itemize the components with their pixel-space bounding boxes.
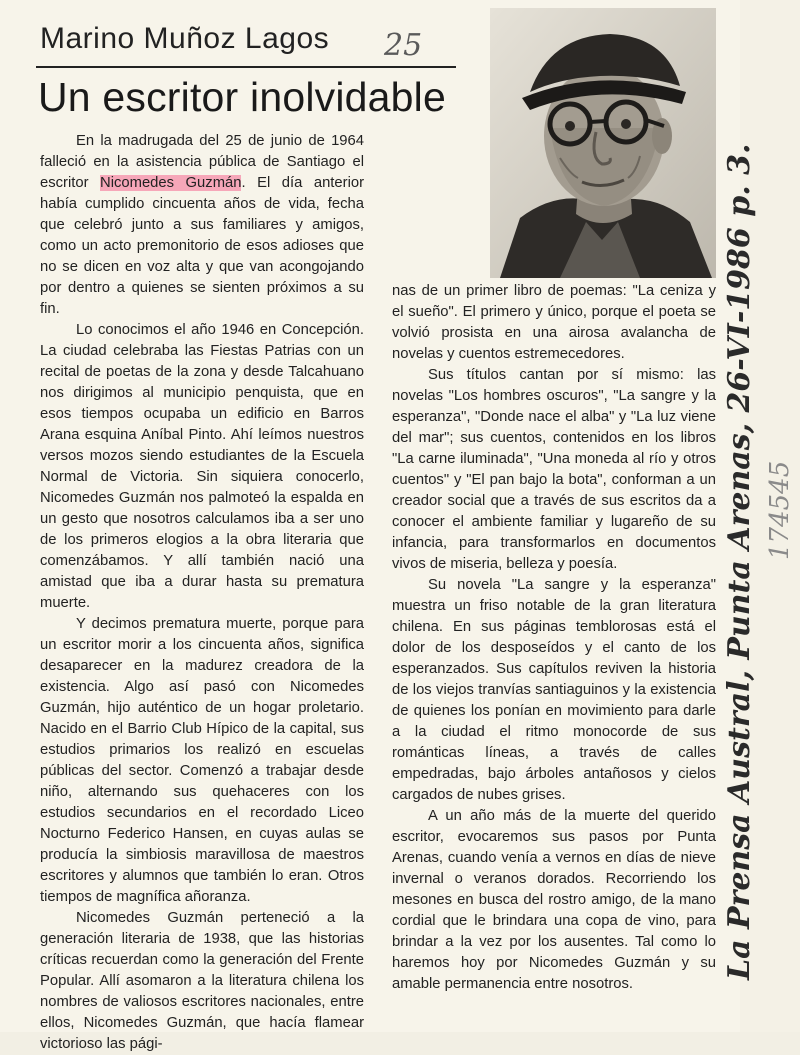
- byline: Marino Muñoz Lagos: [40, 22, 330, 55]
- handwritten-source-annotation: La Prensa Austral, Punta Arenas, 26-VI-1986 p. 3.: [722, 143, 757, 980]
- paragraph: [40, 131, 364, 320]
- paragraph: Su novela "La sangre y la esperanza" muestra un friso notable de la gran literatura chilena. En sus páginas temblorosas está el dolor de los desposeídos y el canto de los esperanzados. Sus capítulos reviven la historia de los viejos tranvías santiaguinos y la existencia de quienes los ponían en movimiento para darle a la ciudad el ritmo monocorde de sus románticas líneas, a través de calles empedradas, bajo árboles antañosos y cielos cargados de nubes grises.: [392, 577, 716, 803]
- byline-rule: [36, 66, 456, 68]
- author-portrait-photo: [490, 8, 716, 278]
- paragraph-text: En la madrugada del 25 de junio de 1964 falleció en la asistencia pública de Santiago el escritor: [40, 133, 364, 191]
- paragraph: Lo conocimos el año 1946 en Concepción. La ciudad celebraba las Fiestas Patrias con un recital de poetas de la zona y desde Talcahuano nos dirigimos al municipio penquista, que en esos tiempos ocupaba un edificio en Barros Arana esquina Aníbal Pinto. Ahí leímos nuestros versos mozos siendo estudiantes de la Escuela Normal de Victoria. Sin siquiera conocerlo, Nicomedes Guzmán nos palmoteó la espalda en un gesto que nosotros calculamos iba a ser uno de los primeros elogios a la obra literaria que comenzábamos. Y allí también nació una amistad que iba a durar hasta su prematura muerte.: [40, 322, 364, 611]
- article-column-right: [392, 281, 716, 995]
- paragraph: Sus títulos cantan por sí mismo: las novelas "Los hombres oscuros", "La sangre y la esperanza", "Donde nace el alba" y "La luz viene del mar"; sus cuentos, contenidos en los libros "La carne iluminada", "Una moneda al río y otros cuentos" y "El pan bajo la bota", conforman a un creador social que a través de sus escritos da a conocer el ambiente familiar y lugareño de su infancia, para transformarlos en documentos vivos de miseria, belleza y poesía.: [392, 367, 716, 572]
- portrait-drawing: [490, 8, 716, 278]
- headline: Un escritor inolvidable: [38, 74, 446, 120]
- article-column-left: [40, 131, 364, 1055]
- paragraph: Y decimos prematura muerte, porque para un escritor morir a los cincuenta años, significa desaparecer en la madurez creadora de la existencia. Algo así pasó con Nicomedes Guzmán, hijo auténtico de un hogar proletario. Nacido en el Barrio Club Hípico de la capital, sus estudios primarios los realizó en escuelas públicas del sector. Comenzó a trabajar desde niño, alternando sus quehaceres con los estudios secundarios en el recordado Liceo Nocturno Federico Hansen, en cuyas aulas se producía la simbiosis maravillosa de maestros escritores y alumnos que también lo eran. Otros tiempos de magnífica añoranza.: [40, 616, 364, 905]
- paragraph: A un año más de la muerte del querido escritor, evocaremos sus pasos por Punta Arenas, cuando venía a vernos en días de nieve invernal o veranos dorados. Recorriendo los mesones en busca del rostro amigo, de la mano cordial que le brindara una copa de vino, para brindar a la vez por los ausentes. Tal como lo haremos hoy por Nicomedes Guzmán y su amable permanencia entre nosotros.: [392, 808, 716, 992]
- paragraph: Nicomedes Guzmán perteneció a la generación literaria de 1938, que las historias críticas recuerdan como la generación del Frente Popular. Allí asomaron a la literatura chilena los nombres de valiosos escritores nacionales, entre ellos, Nicomedes Guzmán, que hacía flamear victorioso las pági-: [40, 910, 364, 1052]
- paragraph-text: . El día anterior había cumplido cincuenta años de vida, fecha que celebró junto a sus familiares y amigos, como un acto premonitorio de esos adioses que no se dicen en voz alta y que van acongojando por dentro a quienes se sienten próximos a su fin.: [40, 175, 365, 317]
- paragraph: nas de un primer libro de poemas: "La ceniza y el sueño". El primero y único, porque el poeta se volvió prosista en una airosa avalancha de novelas y cuentos estremecedores.: [392, 283, 716, 362]
- handwritten-page-number: 25: [384, 28, 423, 63]
- handwritten-file-number: 174545: [765, 460, 795, 560]
- highlighted-name: Nicomedes Guzmán: [100, 175, 242, 191]
